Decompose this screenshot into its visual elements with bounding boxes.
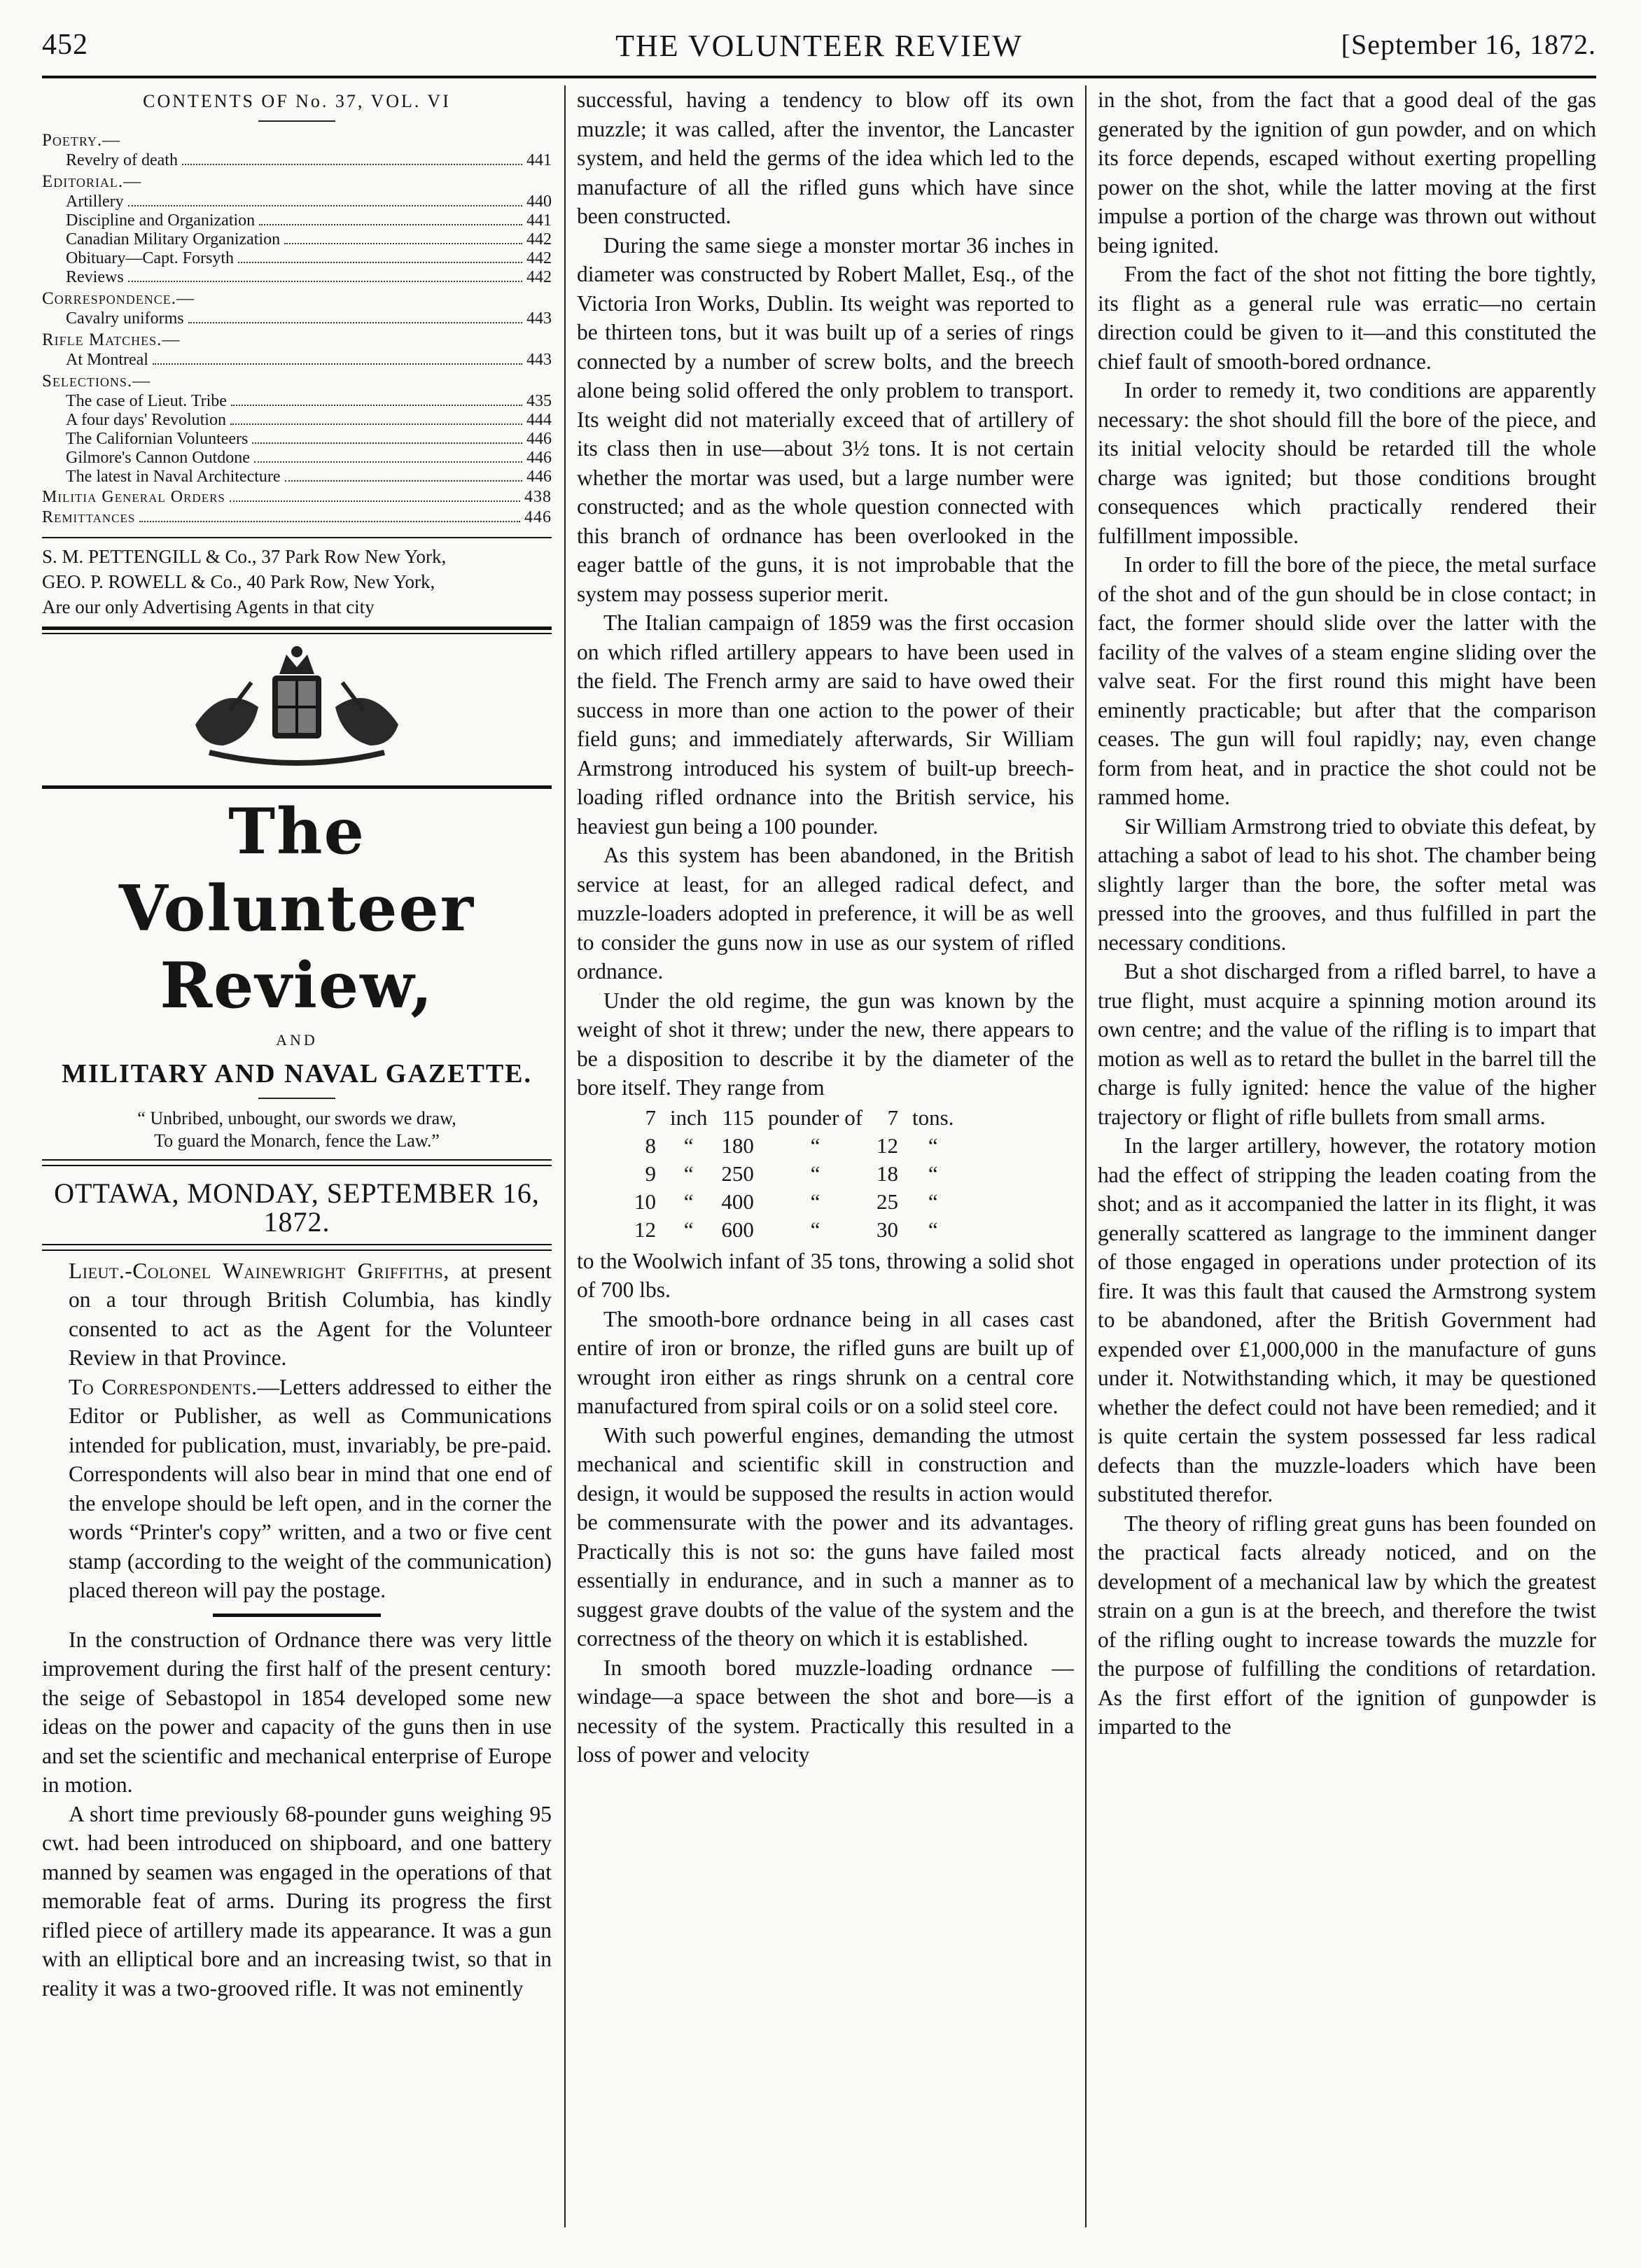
table-cell-unit: “ [683, 1161, 694, 1186]
article-paragraph: The Italian campaign of 1859 was the first occasion on which rifled artillery appears to have been used in the field. The French army are said to have owed their success in more than one action to the power of their field guns; and immediately afterwards, Sir William Armstrong introduced his system of built-up breech-loading rifled ordnance into the British service, his heaviest gun being a 100 pounder. [577, 610, 1074, 839]
table-cell-pounder: 250 [721, 1161, 754, 1186]
leader-dots [153, 351, 522, 365]
toc-entry [42, 488, 552, 507]
article-paragraph: In the larger artillery, however, the rotatory motion had the effect of stripping the leaden coating from the shot; and as it accompanied the latter in its flight, it was generally scattered as langrage to the imminent danger of those engaged in operations under protection of its fire. It was this fault that caused the Armstrong system to be abandoned, after the British Government had expended over £1,000,000 in the manufacture of guns under it. Notwithstanding which, it may be questioned whether the defect could not have been remedied; and it is quite certain the system possessed far less radical defects than the muzzle-loaders which have been substituted therefor. [1098, 1133, 1596, 1506]
masthead-and: AND [276, 1030, 318, 1049]
royal-arms-emblem [42, 637, 552, 777]
table-cell-plabel: “ [810, 1133, 820, 1158]
divider [42, 1244, 552, 1251]
table-cell-pounder: 115 [722, 1105, 754, 1130]
toc-entry-label: Obituary—Capt. Forsyth [66, 248, 234, 267]
leader-dots [238, 249, 522, 263]
article-paragraph: Sir William Armstrong tried to obviate this defeat, by attaching a sabot of lead to his shot. The chamber being slightly larger than the bore, the softer metal was pressed into the grooves, and thus fulfilled in part the necessary conditions. [1098, 813, 1596, 955]
motto-line: “ Unbribed, unbought, our swords we draw, [137, 1107, 456, 1128]
toc-entry [42, 211, 552, 230]
divider [42, 1159, 552, 1166]
divider [42, 626, 552, 630]
table-cell-tons: 25 [877, 1189, 899, 1214]
leader-dots [254, 449, 522, 463]
divider [42, 537, 552, 538]
toc-entry-page: 442 [526, 230, 552, 248]
toc-entry-page: 446 [524, 507, 552, 526]
table-cell-inch: 9 [645, 1161, 656, 1186]
divider [42, 633, 552, 634]
toc-entry [42, 192, 552, 211]
toc-entry-label: A four days' Revolution [66, 410, 226, 429]
newspaper-page [42, 21, 1596, 2247]
table-row [627, 1104, 961, 1132]
masthead-title: The Volunteer Review, [118, 794, 475, 1023]
leader-dots [231, 392, 522, 406]
toc-entry [42, 508, 552, 527]
table-cell-tlabel: “ [928, 1161, 938, 1186]
toc-entry-label: Artillery [66, 192, 124, 211]
table-cell-inch: 10 [634, 1189, 656, 1214]
article-paragraph: In the construction of Ordnance there was very little improvement during the first half of the present century: the seige of Sebastopol in 1854 developed some new ideas on the power and capacity of the guns then in use and set the scientific and mechanical enterprise of Europe in motion. [42, 1627, 552, 1797]
article-paragraph: Under the old regime, the gun was known by the weight of shot it threw; under the new, there appears to be a disposition to describe it by the diameter of the bore itself. They range from [577, 988, 1074, 1100]
leader-dots [259, 211, 522, 225]
toc-entry-label: The latest in Naval Architecture [66, 467, 281, 486]
toc-entry [42, 249, 552, 268]
table-cell-tlabel: tons. [912, 1105, 954, 1130]
table-cell-plabel: pounder of [767, 1105, 863, 1130]
leader-dots [284, 230, 522, 244]
toc-entry [42, 268, 552, 287]
leader-dots [139, 508, 520, 522]
leader-dots [252, 430, 522, 444]
toc-entry-label: Revelry of death [66, 150, 178, 169]
column-rule [1085, 85, 1087, 2227]
toc-entry-page: 443 [526, 309, 552, 328]
article-paragraph: The theory of rifling great guns has been founded on the practical facts already noticed, and on the development of a mechanical law by which the greatest strain on a gun is at the breech, and therefore the twist of the rifling ought to increase towards the muzzle for the purpose of fulfilling the conditions of retardation. As the first effort of the ignition of gunpowder is imparted to the [1098, 1511, 1596, 1739]
toc-entry-page: 440 [526, 192, 552, 211]
table-cell-tons: 30 [877, 1217, 899, 1242]
toc-section-heading: Remittances [42, 507, 136, 526]
table-cell-inch: 12 [634, 1217, 656, 1242]
toc-entry [42, 430, 552, 449]
leader-dots [128, 268, 522, 282]
table-row [627, 1160, 961, 1188]
toc-section-heading: Militia General Orders [42, 487, 225, 506]
gun-table [627, 1104, 961, 1244]
toc-entry [42, 411, 552, 430]
table-cell-plabel: “ [810, 1161, 820, 1186]
masthead-subtitle: MILITARY AND NAVAL GAZETTE. [61, 1059, 533, 1088]
table-cell-pounder: 400 [721, 1189, 754, 1214]
toc-entry-page: 438 [524, 487, 552, 506]
advertising-agents [42, 545, 552, 618]
coat-of-arms-icon [181, 640, 412, 774]
column-rule [564, 85, 566, 2227]
toc-entry-page: 446 [526, 467, 552, 486]
toc-entry-label: The Californian Volunteers [66, 429, 249, 448]
leader-dots [182, 151, 522, 165]
toc-entry-page: 442 [526, 267, 552, 286]
table-of-contents [42, 130, 552, 527]
leader-dots [128, 192, 522, 206]
article-paragraph: From the fact of the shot not fitting the bore tightly, its flight as a general rule was erratic—no certain direction could be given to it—and this constituted the chief fault of smooth-bored ordnance. [1098, 262, 1596, 374]
agent-line: Are our only Advertising Agents in that city [42, 596, 375, 617]
article-paragraph: In order to remedy it, two conditions are apparently necessary: the shot should fill the bore of the piece, and its initial velocity should be retarded till the whole charge was ignited; but those conditions brought consequences which practically rendered their fulfillment impossible. [1098, 378, 1596, 548]
agent-notice [42, 1256, 552, 1373]
leader-dots [230, 411, 522, 425]
agent-line: GEO. P. ROWELL & Co., 40 Park Row, New York, [42, 570, 435, 592]
running-head [42, 21, 1596, 70]
agent-line: S. M. PETTENGILL & Co., 37 Park Row New York, [42, 545, 447, 567]
article-paragraph: In smooth bored muzzle-loading ordnance —windage—a space between the shot and bore—is a necessity of the system. Practically this resulted in a loss of power and velocity [577, 1655, 1074, 1767]
table-cell-inch: 8 [645, 1133, 656, 1158]
toc-entry [42, 468, 552, 486]
toc-entry-label: At Montreal [66, 350, 148, 369]
article-continued [577, 85, 1074, 1102]
divider [42, 785, 552, 789]
toc-entry-label: Gilmore's Cannon Outdone [66, 448, 250, 467]
toc-entry-page: 443 [526, 350, 552, 369]
toc-section-heading: Rifle Matches.— [42, 330, 181, 349]
article-paragraph: As this system has been abandoned, in the British service at least, for an alleged radical defect, and muzzle-loaders adopted in preference, it will be as well to consider the guns now in use as our system of rifled ordnance. [577, 843, 1074, 983]
table-cell-unit: “ [683, 1133, 694, 1158]
article-continued [577, 1247, 1074, 1770]
toc-entry-page: 446 [526, 448, 552, 467]
toc-entry-page: 441 [526, 150, 552, 169]
page-number: 452 [42, 29, 88, 61]
article-paragraph: A short time previously 68-pounder guns weighing 95 cwt. had been introduced on shipboard, and one battery manned by seamen was engaged in the operations of that memorable feat of arms. During its progress the first rifled piece of artillery made its appearance. It was a gun with an elliptical bore and an increasing twist, so that in reality it was a two-grooved rifle. It was not eminently [42, 1801, 552, 2001]
article-paragraph: successful, having a tendency to blow off its own muzzle; it was called, after the inventor, the Lancaster system, and held the germs of the idea which led to the manufacture of all the rifled guns which have since been constructed. [577, 88, 1074, 228]
article-paragraph: In order to fill the bore of the piece, the metal surface of the shot and of the gun should be in close contact; in fact, the former should slide over the latter with the facility of the valves of a steam engine sliding over the valve seat. For the first round this might have been eminently practicable; but after that the comparison ceases. The gun will foul rapidly; nay, even change form from heat, and in practice the shot could not be rammed home. [1098, 552, 1596, 809]
notice-lead: To Correspondents. [69, 1374, 258, 1399]
table-cell-tons: 12 [877, 1133, 899, 1158]
divider [258, 120, 335, 122]
toc-entry [42, 309, 552, 328]
toc-entry [42, 230, 552, 249]
article-paragraph: But a shot discharged from a rifled barrel, to have a true flight, must acquire a spinning motion around its own centre; and the value of the rifling is to impart that motion as well as to retard the bullet in the barrel till the charge is fully ignited: hence the value of the higher trajectory or flight of rifle bullets from small arms. [1098, 959, 1596, 1129]
table-cell-tlabel: “ [928, 1217, 938, 1242]
table-cell-plabel: “ [810, 1217, 820, 1242]
table-cell-pounder: 180 [721, 1133, 754, 1158]
toc-section-heading: Selections.— [42, 371, 151, 391]
table-cell-unit: “ [683, 1189, 694, 1214]
notice-text: at present on a tour through British Columbia, has kindly consented to act as the Agent for the Volunteer Review in that Province. [69, 1258, 552, 1370]
table-row [627, 1188, 961, 1216]
table-row [627, 1132, 961, 1160]
column-3 [1098, 85, 1596, 2227]
article-paragraph: The smooth-bore ordnance being in all cases cast entire of iron or bronze, the rifled guns are built up of wrought iron either as rings shrunk on a central core manufactured from spiral coils or on a solid steel core. [577, 1306, 1074, 1418]
leader-dots [230, 488, 520, 502]
table-cell-inch: 7 [645, 1105, 656, 1130]
toc-entry [42, 351, 552, 370]
toc-section-heading: Correspondence.— [42, 288, 195, 308]
toc-entry-page: 435 [526, 391, 552, 410]
toc-entry-label: Reviews [66, 267, 124, 286]
motto-line: To guard the Monarch, fence the Law.” [154, 1130, 440, 1151]
toc-entry-label: The case of Lieut. Tribe [66, 391, 227, 410]
toc-entry-label: Discipline and Organization [66, 211, 256, 230]
toc-entry-page: 441 [526, 211, 552, 230]
article-paragraph: With such powerful engines, demanding the utmost mechanical and scientific skill in construction and design, it would be supposed the results in action would be commensurate with the power and its advantages. Practically this is not so: the guns have failed most essentially in endurance, and in such a manner as to suggest grave doubts of the value of the system and the correctness of the theory on which it is established. [577, 1422, 1074, 1651]
table-cell-tlabel: “ [928, 1189, 938, 1214]
notice-text: —Letters addressed to either the Editor or Publisher, as well as Communications intended for publication, must, invariably, be pre-paid. Correspondents will also bear in mind that one end of the envelope should be left open, and in the corner the words “Printer's copy” written, and a two or five cent stamp (according to the weight of the communication) placed thereon will pay the postage. [69, 1374, 552, 1602]
leader-dots [188, 309, 522, 323]
leader-dots [285, 468, 522, 482]
article-paragraph: During the same siege a monster mortar 36 inches in diameter was constructed by Robert Mallet, Esq., of the Victoria Iron Works, Dublin. Its weight was reported to be thirteen tons, but it was built up of a series of rings connected by a number of screw bolts, and the breech alone being solid offered the only problem to transport. Its weight did not materially exceed that of artillery of its class then in use—about 3½ tons. It is not certain whether the mortar was used, but a large number were constructed; and as the whole question connected with this branch of ordnance has been overlooked in the eager battle of the guns, it is not improbable that the system may possess superior merit. [577, 232, 1074, 606]
divider [213, 1614, 381, 1617]
column-2 [577, 85, 1074, 2227]
table-cell-pounder: 600 [721, 1217, 754, 1242]
toc-entry-label: Cavalry uniforms [66, 309, 184, 328]
column-1 [42, 85, 552, 2227]
toc-entry [42, 392, 552, 411]
table-row [627, 1216, 961, 1244]
divider [258, 1098, 335, 1099]
notice-lead: Lieut.-Colonel Wainewright Griffiths, [69, 1258, 449, 1283]
toc-entry [42, 449, 552, 468]
article-start [42, 1625, 552, 2003]
correspondents-notice [42, 1373, 552, 1605]
article-paragraph: in the shot, from the fact that a good deal of the gas generated by the ignition of gun powder, and on which its force depends, escaped without exerting propelling power on the shot, while the latter moving at the first impulse a portion of the charge was thrown out without being ignited. [1098, 88, 1596, 258]
table-cell-plabel: “ [810, 1189, 820, 1214]
toc-entry-page: 442 [526, 248, 552, 267]
contents-title: CONTENTS OF No. 37, VOL. VI [143, 91, 451, 111]
article-continued [1098, 85, 1596, 1742]
table-cell-tons: 7 [887, 1105, 899, 1130]
issue-date: [September 16, 1872. [1341, 29, 1596, 60]
dateline: OTTAWA, MONDAY, SEPTEMBER 16, 1872. [54, 1177, 540, 1238]
table-cell-tlabel: “ [928, 1133, 938, 1158]
header-rule [42, 76, 1596, 78]
toc-entry-page: 444 [526, 410, 552, 429]
table-cell-unit: inch [670, 1105, 708, 1130]
article-paragraph: to the Woolwich infant of 35 tons, throwing a solid shot of 700 lbs. [577, 1248, 1074, 1302]
toc-entry-page: 446 [526, 429, 552, 448]
publication-title: THE VOLUNTEER REVIEW [615, 29, 1023, 63]
table-cell-tons: 18 [877, 1161, 899, 1186]
toc-entry [42, 151, 552, 170]
toc-section-heading: Editorial.— [42, 172, 142, 191]
table-cell-unit: “ [683, 1217, 694, 1242]
motto [42, 1107, 552, 1152]
toc-entry-label: Canadian Military Organization [66, 230, 281, 248]
toc-section-heading: Poetry.— [42, 130, 121, 150]
